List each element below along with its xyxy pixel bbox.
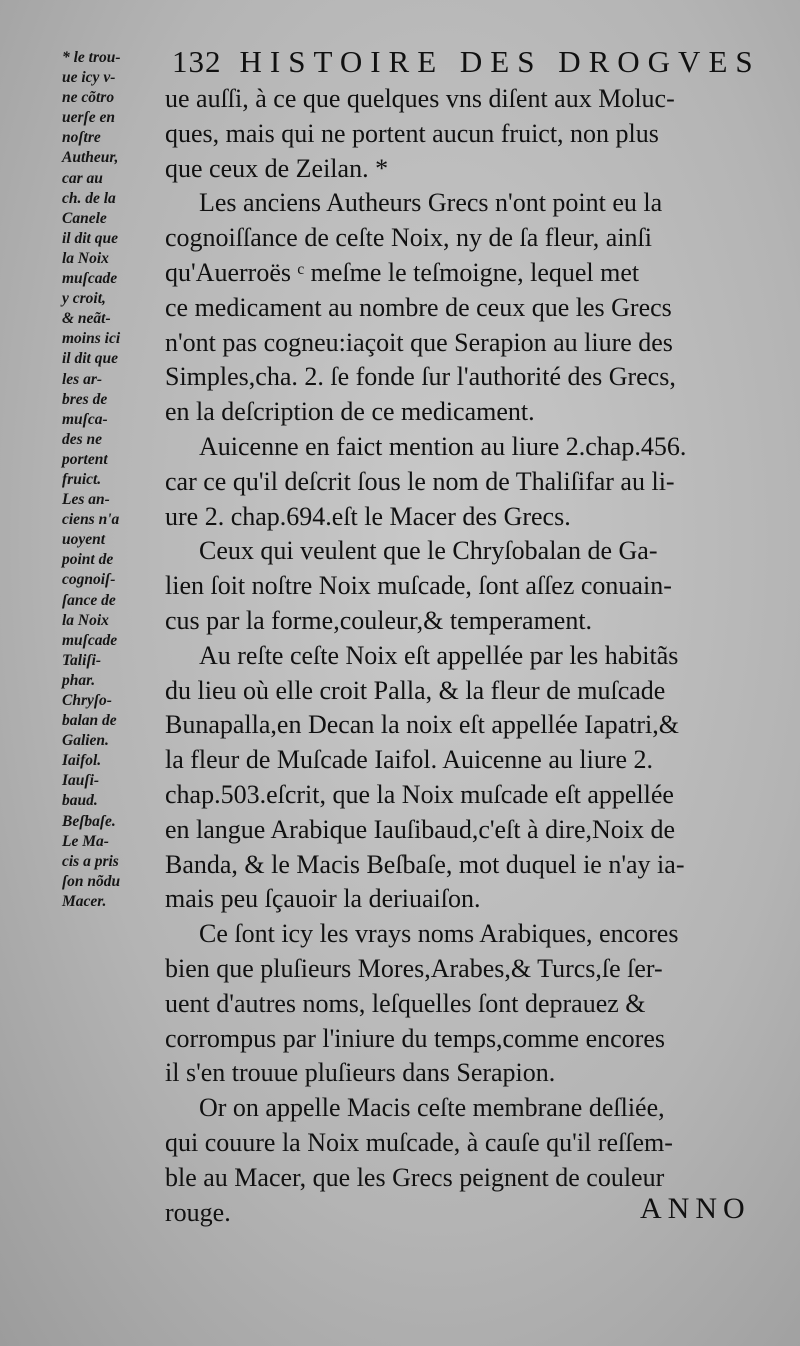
text-line: mais peu ſçauoir la deriuaiſon. [165,884,481,914]
text-line: Auicenne en faict mention au liure 2.chap.456. [199,431,687,461]
text-line: qu'Auerroës ᶜ meſme le teſmoigne, lequel met [165,257,640,287]
margin-note-line: Chryſo- [62,692,112,709]
text-line: en la deſcription de ce medicament. [165,397,535,427]
margin-note-line: ſon nõdu [62,872,121,890]
text-line: en langue Arabique Iauſibaud,c'eſt à dire,Noix de [165,814,676,844]
margin-note-line: la Noix [62,611,109,629]
text-line: ce medicament au nombre de ceux que les Grecs [165,292,672,322]
margin-note-line: les ar- [62,370,103,388]
text-line: car ce qu'il deſcrit ſous le nom de Thaliſifar au li- [165,466,675,496]
margin-note-line: Canele [62,209,107,227]
margin-note-line: Autheur, [62,149,119,167]
margin-note-line: uerſe en [62,109,115,127]
text-line: lien ſoit noſtre Noix muſcade, ſont aſſez conuain- [165,571,672,601]
margin-note-line: il dit que [62,350,118,368]
text-line: Or on appelle Macis ceſte membrane deſliée, [199,1093,665,1123]
margin-note-line: muſcade [62,270,118,288]
margin-note-line: ue icy v- [62,69,116,87]
margin-note-line: cis a pris [62,852,119,870]
margin-note-line: ſance de [62,591,116,609]
text-line: cus par la forme,couleur,& temperament. [165,605,593,635]
margin-note-line: noſtre [62,129,101,147]
margin-note-line: des ne [62,430,103,448]
catchword: ANNO [640,1192,751,1225]
page-number: 132 [172,44,222,79]
text-line: il s'en trouue pluſieurs dans Serapion. [165,1058,556,1088]
text-line: la fleur de Muſcade Iaifol. Auicenne au liure 2. [165,745,654,775]
margin-note-line: balan de [62,712,117,730]
text-line: uent d'autres noms, leſquelles ſont deprauez & [165,988,646,1018]
margin-note-line: portent [62,450,108,468]
margin-note-line: Iaifol. [62,752,102,770]
margin-note-line: muſcade [62,631,118,649]
margin-note-line: la Noix [62,249,109,267]
text-line: chap.503.eſcrit, que la Noix muſcade eſt appellée [165,779,674,809]
running-title: HISTOIRE DES DROGVES [239,44,761,79]
body-text [165,82,775,1230]
margin-note-line: Macer. [62,892,107,910]
margin-note-line: car au [62,169,103,187]
margin-note-line: ch. de la [62,189,116,207]
margin-note-line: Les an- [62,491,110,509]
text-line: qui couure la Noix muſcade, à cauſe qu'il reſſem- [165,1127,673,1157]
text-line: ure 2. chap.694.eſt le Macer des Grecs. [165,501,571,531]
text-line: bien que pluſieurs Mores,Arabes,& Turcs,ſe ſer- [165,953,663,983]
margin-note-line: * le trou- [62,49,121,66]
margin-note-line: Beſbaſe. [62,812,116,830]
text-line: Ce ſont icy les vrays noms Arabiques, encores [199,919,679,949]
text-line: ques, mais qui ne portent aucun fruict, non plus [165,118,659,148]
text-line: rouge. [165,1197,231,1227]
margin-note-line: bres de [62,390,108,408]
text-line: cognoiſſance de ceſte Noix, ny de ſa fleur, ainſi [165,223,652,253]
text-line: Banda, & le Macis Beſbaſe, mot duquel ie n'ay ia- [165,849,685,879]
text-line: Les anciens Autheurs Grecs n'ont point eu la [199,188,663,218]
margin-note-line: Taliſi- [62,651,102,669]
margin-note-line: point de [62,551,114,569]
page-header [172,44,772,80]
margin-note-line: ne cõtro [62,89,115,107]
margin-note-line: & neãt- [62,310,111,328]
text-line: Ceux qui veulent que le Chryſobalan de Ga- [199,536,658,566]
text-line: du lieu où elle croit Palla, & la fleur de muſcade [165,675,666,705]
margin-note-line: baud. [62,792,98,810]
text-line: Simples,cha. 2. ſe fonde ſur l'authorité des Grecs, [165,362,676,392]
margin-note-line: fruict. [62,470,102,488]
margin-notes [62,48,170,912]
text-line: corrompus par l'iniure du temps,comme encores [165,1023,665,1053]
text-line: ble au Macer, que les Grecs peignent de couleur [165,1162,665,1192]
margin-note-line: cognoiſ- [62,571,116,589]
margin-note-line: ciens n'a [62,511,120,529]
margin-note-line: uoyent [62,531,106,549]
text-line: que ceux de Zeilan. * [165,153,389,183]
margin-note-line: y croit, [62,290,106,308]
margin-note-line: muſca- [62,410,108,428]
text-line: Bunapalla,en Decan la noix eſt appellée Iapatri,& [165,710,679,740]
margin-note-line: il dit que [62,229,118,247]
margin-note-line: moins ici [62,330,121,348]
margin-note-line: Iauſi- [62,772,100,790]
margin-note-line: Le Ma- [62,832,109,850]
text-line: ue auſſi, à ce que quelques vns diſent aux Moluc- [165,84,675,113]
margin-note-line: phar. [62,671,96,689]
text-line: n'ont pas cogneu:iaçoit que Serapion au liure des [165,327,673,357]
margin-note-line: Galien. [62,732,109,750]
text-line: Au reſte ceſte Noix eſt appellée par les habitãs [199,640,679,670]
